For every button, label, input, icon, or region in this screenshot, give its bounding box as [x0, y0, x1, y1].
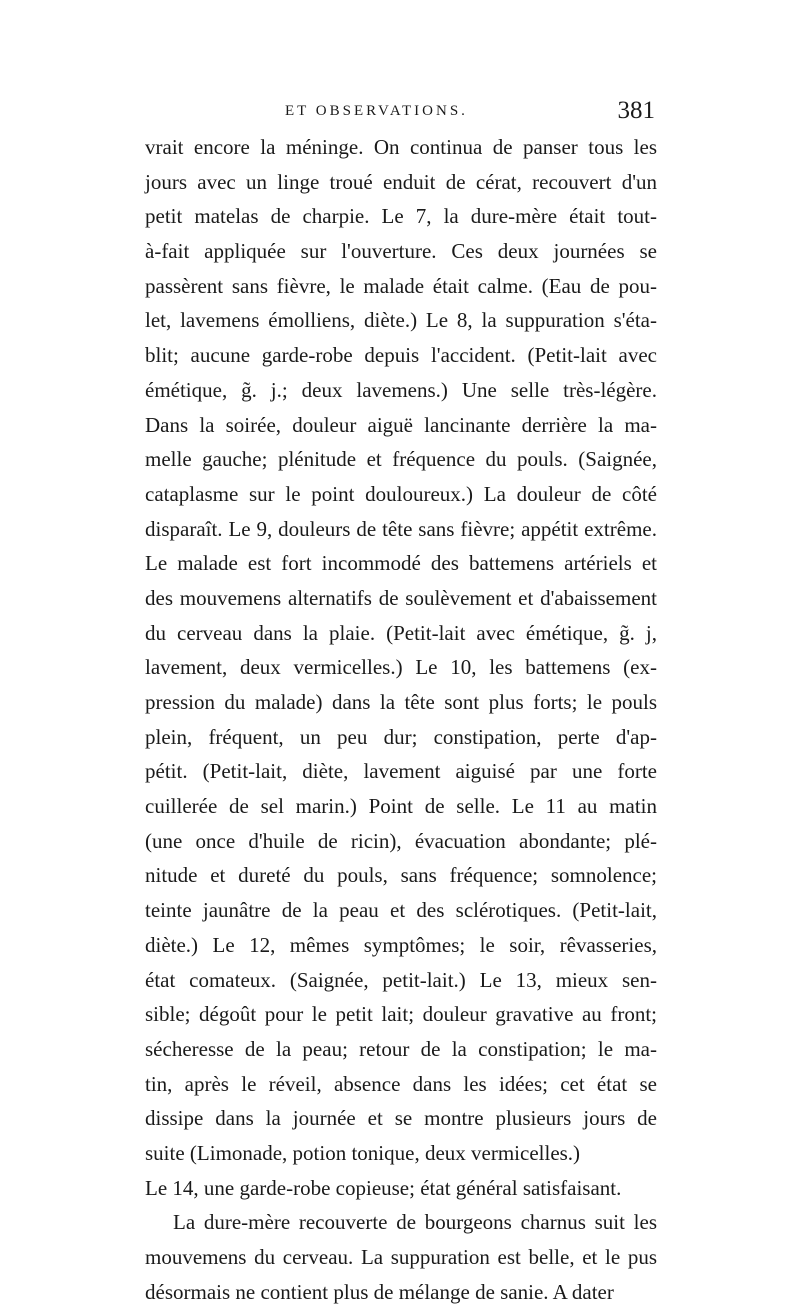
text-line: teinte jaunâtre de la peau et des sclérotiques. (Petit-lait, [145, 898, 657, 923]
text-line: sible; dégoût pour le petit lait; douleur gravative au front; [145, 1002, 657, 1027]
text-line: suite (Limonade, potion tonique, deux vermicelles.) [145, 1140, 581, 1165]
text-line: tin, après le réveil, absence dans les idées; cet état se [145, 1071, 657, 1096]
text-line: Le 14, une garde-robe copieuse; état général satisfaisant. [145, 1175, 622, 1200]
text-line: let, lavemens émolliens, diète.) Le 8, la suppuration s'éta- [145, 308, 657, 333]
text-line: passèrent sans fièvre, le malade était calme. (Eau de pou- [145, 273, 657, 298]
text-line: des mouvemens alternatifs de soulèvement et d'abaissement [145, 585, 657, 610]
running-head-title: ET OBSERVATIONS. [285, 103, 468, 119]
text-line: pétit. (Petit-lait, diète, lavement aiguisé par une forte [145, 759, 657, 784]
running-head [145, 97, 655, 133]
text-line: Le malade est fort incommodé des battemens artériels et [145, 551, 657, 576]
text-line: état comateux. (Saignée, petit-lait.) Le 13, mieux sen- [145, 967, 657, 992]
text-line: dissipe dans la journée et se montre plusieurs jours de [145, 1106, 657, 1131]
text-line: Dans la soirée, douleur aiguë lancinante derrière la ma- [145, 412, 657, 437]
text-line: lavement, deux vermicelles.) Le 10, les battemens (ex- [145, 655, 657, 680]
text-line: disparaît. Le 9, douleurs de tête sans fièvre; appétit extrême. [145, 516, 657, 541]
text-line: jours avec un linge troué enduit de cérat, recouvert d'un [145, 169, 657, 194]
body-text [145, 130, 657, 1309]
text-line: diète.) Le 12, mêmes symptômes; le soir, rêvasseries, [145, 932, 657, 957]
text-line: à-fait appliquée sur l'ouverture. Ces deux journées se [145, 239, 657, 264]
text-line: plein, fréquent, un peu dur; constipation, perte d'ap- [145, 724, 657, 749]
text-line: pression du malade) dans la tête sont plus forts; le pouls [145, 690, 657, 714]
text-line: cuillerée de sel marin.) Point de selle. Le 11 au matin [145, 794, 657, 819]
text-line: petit matelas de charpie. Le 7, la dure-mère était tout- [145, 204, 657, 229]
text-line: du cerveau dans la plaie. (Petit-lait avec émétique, g̃. j, [145, 620, 657, 645]
page-number: 381 [617, 97, 655, 124]
text-line: émétique, g̃. j.; deux lavemens.) Une selle très-légère. [145, 377, 657, 402]
text-line: mouvemens du cerveau. La suppuration est belle, et le pus [145, 1245, 657, 1269]
text-line: désormais ne contient plus de mélange de sanie. A dater [145, 1279, 614, 1304]
text-line: sécheresse de la peau; retour de la constipation; le ma- [145, 1036, 657, 1061]
text-line: (une once d'huile de ricin), évacuation abondante; plé- [145, 828, 657, 853]
text-line: melle gauche; plénitude et fréquence du pouls. (Saignée, [145, 447, 657, 472]
text-line: blit; aucune garde-robe depuis l'accident. (Petit-lait avec [145, 343, 657, 368]
text-line: vrait encore la méninge. On continua de panser tous les [145, 135, 657, 159]
text-line: La dure-mère recouverte de bourgeons charnus suit les [173, 1210, 657, 1235]
text-line: nitude et dureté du pouls, sans fréquence; somnolence; [145, 863, 657, 888]
text-line: cataplasme sur le point douloureux.) La douleur de côté [145, 481, 657, 506]
